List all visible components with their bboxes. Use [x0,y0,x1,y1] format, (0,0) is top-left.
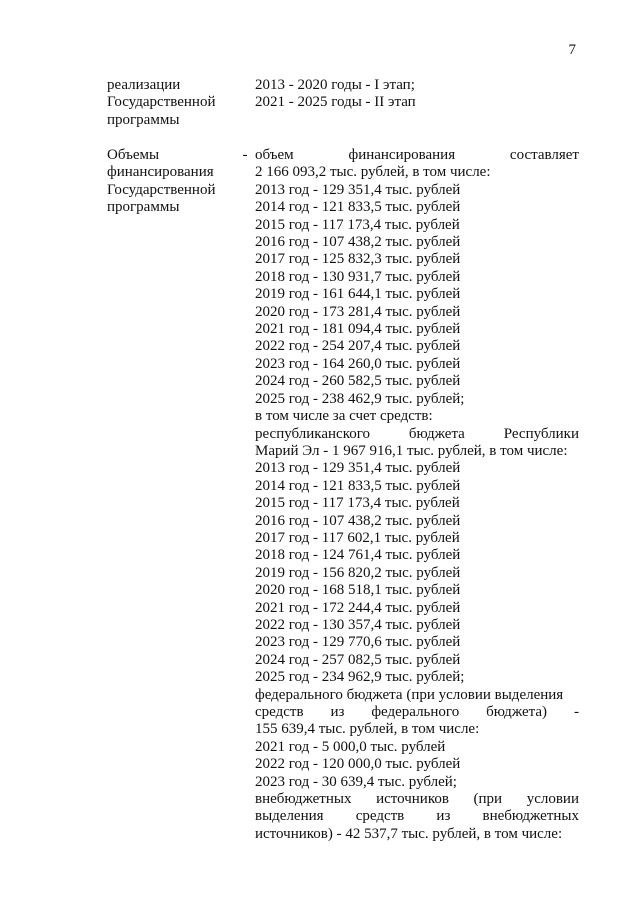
implementation-period-section [107,77,579,129]
year-line: 2015 год - 117 173,4 тыс. рублей [255,216,460,233]
federal-by-year-list [255,739,579,791]
republic-word: бюджета [408,425,465,442]
year-line: 2024 год - 260 582,5 тыс. рублей [255,373,461,390]
period-line: 2021 - 2025 годы - II этап [255,94,416,111]
year-line: 2025 год - 234 962,9 тыс. рублей; [255,669,465,686]
separator-dash [235,147,255,164]
republic-total-line: Марий Эл - 1 967 916,1 тыс. рублей, в том числе: [255,442,568,459]
implementation-period-value [255,77,579,112]
period-line: 2013 - 2020 годы - I этап; [255,77,415,93]
republic-budget-line [255,426,579,443]
intro-word: объем [255,147,294,163]
year-line: 2013 год - 129 351,4 тыс. рублей [255,181,461,198]
federal-word: из [330,704,345,720]
funding-section [107,147,579,843]
extrabudget-word: из [436,808,451,825]
extrabudget-line-1 [255,791,579,808]
funding-total-line: 2 166 093,2 тыс. рублей, в том числе: [255,164,491,181]
year-line: 2017 год - 117 602,1 тыс. рублей [255,529,460,546]
year-line: 2014 год - 121 833,5 тыс. рублей [255,477,461,494]
label-line: финансирования [107,164,214,181]
federal-word: бюджета) [486,704,548,720]
year-line: 2023 год - 30 639,4 тыс. рублей; [255,773,457,790]
extrabudget-word: средств [355,808,405,825]
sources-intro: в том числе за счет средств: [255,408,433,425]
year-line: 2018 год - 130 931,7 тыс. рублей [255,268,461,285]
year-line: 2016 год - 107 438,2 тыс. рублей [255,512,461,529]
year-line: 2014 год - 121 833,5 тыс. рублей [255,199,461,216]
year-line: 2019 год - 161 644,1 тыс. рублей [255,286,461,303]
funding-intro-line [255,147,579,164]
year-line: 2022 год - 120 000,0 тыс. рублей [255,756,461,773]
republic-by-year-list [255,460,579,686]
label-line: Объемы [107,147,160,163]
extrabudget-word: внебюджетных [255,791,352,808]
intro-word: финансирования [348,147,456,163]
year-line: 2017 год - 125 832,3 тыс. рублей [255,251,461,268]
federal-budget-line-2 [255,704,579,721]
republic-word: Республики [503,425,579,442]
year-line: 2018 год - 124 761,4 тыс. рублей [255,547,461,564]
year-line: 2019 год - 156 820,2 тыс. рублей [255,564,461,581]
year-line: 2025 год - 238 462,9 тыс. рублей; [255,390,465,407]
extrabudget-line-2 [255,808,579,825]
federal-word: средств [255,704,304,720]
funding-label [107,147,235,217]
year-line: 2013 год - 129 351,4 тыс. рублей [255,460,461,477]
label-line: программы [107,111,180,128]
extrabudget-word: источников [376,791,449,808]
year-line: 2022 год - 130 357,4 тыс. рублей [255,616,461,633]
funding-value [255,147,579,843]
label-line: Государственной [107,94,216,111]
year-line: 2021 год - 172 244,4 тыс. рублей [255,599,461,616]
year-line: 2020 год - 173 281,4 тыс. рублей [255,303,461,320]
federal-total-line: 155 639,4 тыс. рублей, в том числе: [255,721,480,738]
total-by-year-list [255,182,579,408]
dash-text: - [242,147,248,163]
year-line: 2023 год - 164 260,0 тыс. рублей [255,355,461,372]
extrabudget-word: условии [526,791,579,808]
year-line: 2021 год - 181 094,4 тыс. рублей [255,321,461,338]
intro-word: составляет [509,147,579,163]
republic-word: республиканского [255,425,370,442]
federal-budget-line: федерального бюджета (при условии выделения [255,686,564,703]
label-line: Государственной [107,181,216,198]
label-line: программы [107,199,180,216]
year-line: 2022 год - 254 207,4 тыс. рублей [255,338,461,355]
label-line: реализации [107,77,181,93]
extrabudget-total-line: источников) - 42 537,7 тыс. рублей, в том числе: [255,825,563,842]
year-line: 2023 год - 129 770,6 тыс. рублей [255,634,461,651]
year-line: 2024 год - 257 082,5 тыс. рублей [255,651,461,668]
year-line: 2016 год - 107 438,2 тыс. рублей [255,234,461,251]
year-line: 2021 год - 5 000,0 тыс. рублей [255,738,446,755]
extrabudget-word: выделения [255,808,324,825]
federal-word: федерального [371,704,460,720]
extrabudget-word: (при [473,791,503,808]
year-line: 2015 год - 117 173,4 тыс. рублей [255,495,460,512]
page-number: 7 [568,42,576,58]
implementation-period-label [107,77,235,129]
extrabudget-word: внебюджетных [482,808,579,825]
year-line: 2020 год - 168 518,1 тыс. рублей [255,582,461,599]
federal-word: - [573,704,579,720]
